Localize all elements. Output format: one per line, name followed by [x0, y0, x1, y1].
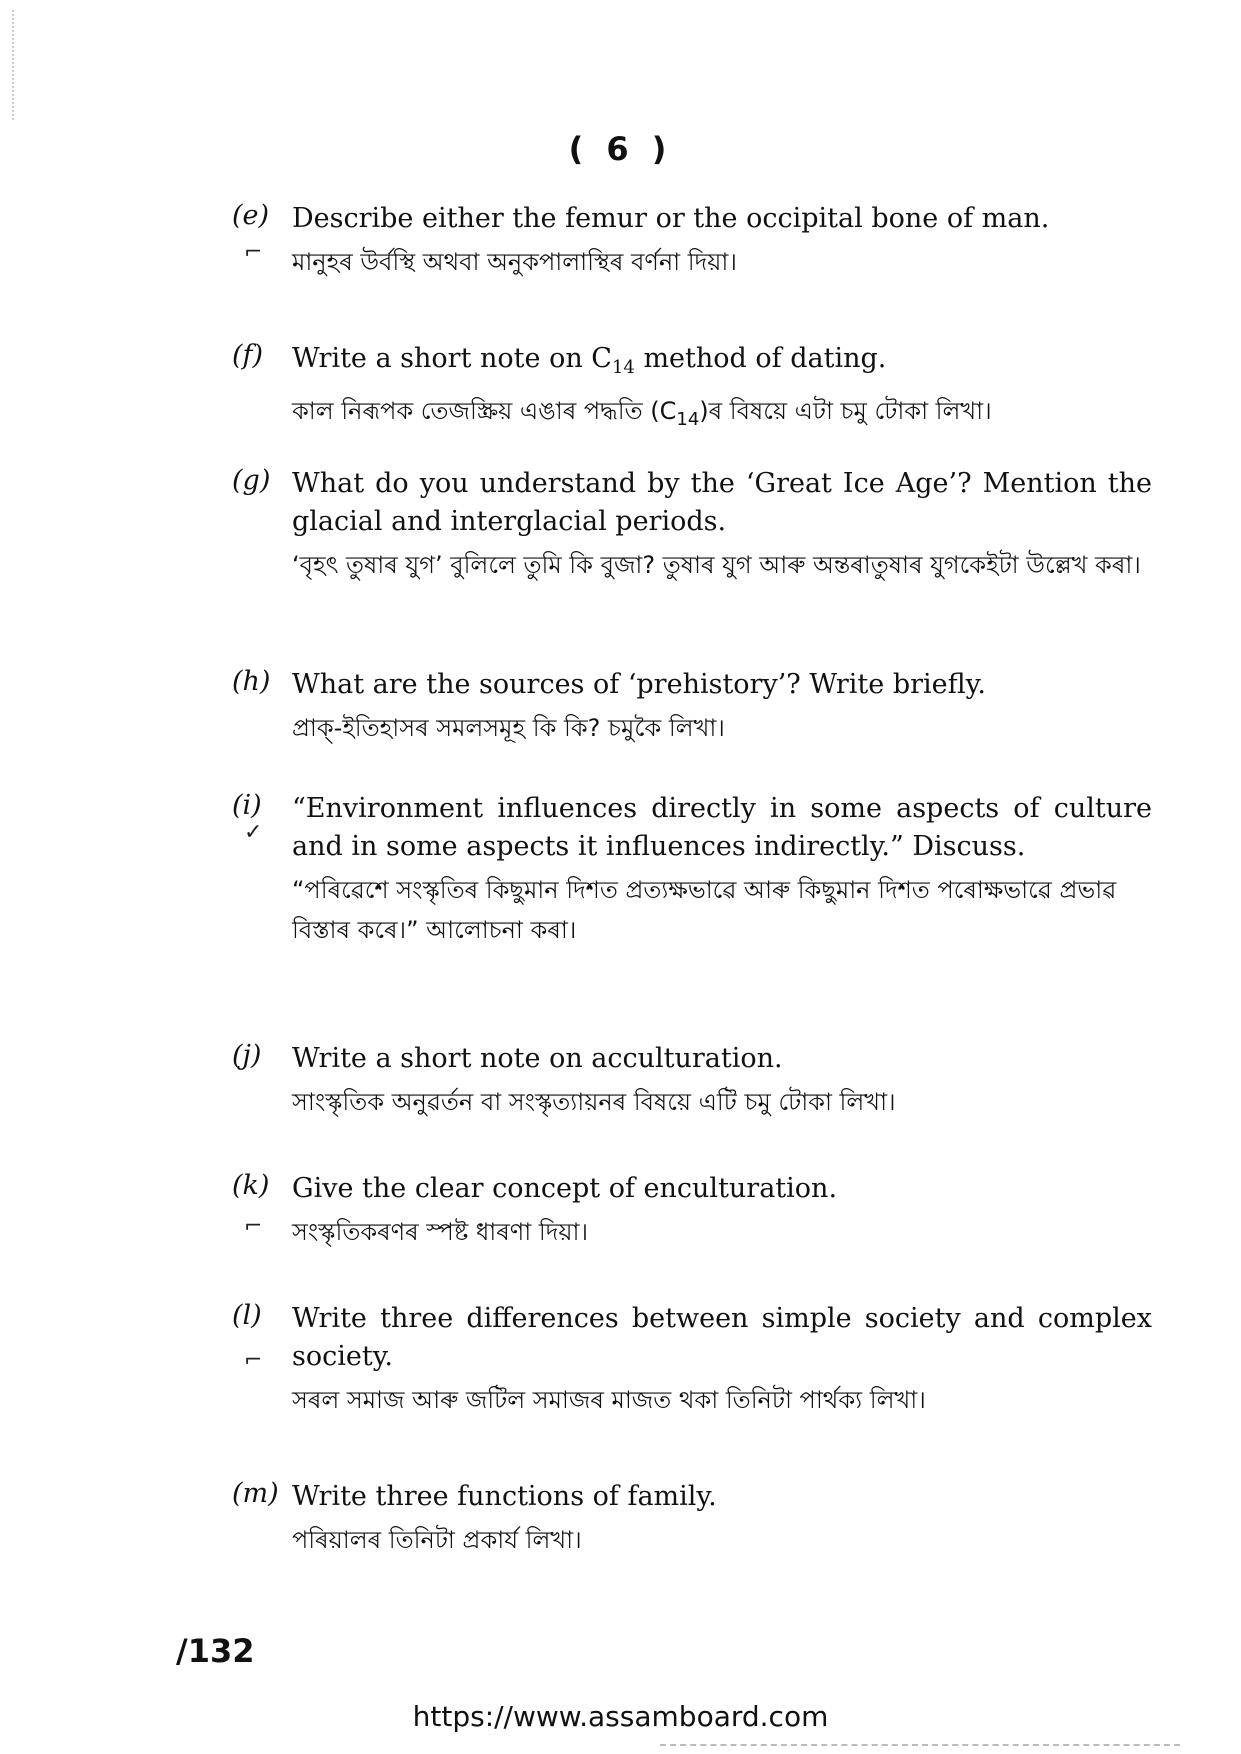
question-label: (i) [232, 790, 262, 821]
question-label: (h) [232, 666, 271, 697]
question-text-en: Give the clear concept of enculturation. [292, 1173, 838, 1204]
pen-tick-mark: ✓ [244, 820, 263, 845]
question-label: (e) [232, 200, 270, 231]
question-text-as: “পৰিৱেশে সংস্কৃতিৰ কিছুমান দিশত প্ৰত্যক্ষভাৱে আৰু কিছুমান দিশত পৰোক্ষভাৱে প্ৰভাৱ বিস্তাৰ কৰে।” আলোচনা কৰা। [292, 876, 1117, 944]
question-label: (k) [232, 1170, 270, 1201]
question-text-as: প্ৰাক্-ইতিহাসৰ সমলসমূহ কি কি? চমুকৈ লিখা। [292, 714, 725, 742]
question-text-as: পৰিয়ালৰ তিনিটা প্ৰকাৰ্য লিখা। [292, 1526, 582, 1554]
source-url[interactable]: https://www.assamboard.com [412, 1700, 829, 1733]
paper-code: /132 [176, 1632, 255, 1670]
question-g [232, 465, 1152, 585]
question-label: (j) [232, 1040, 262, 1071]
question-text-as: মানুহৰ উৰ্বস্থি অথবা অনুকপালাস্থিৰ বৰ্ণনা দিয়া। [292, 248, 737, 276]
question-text-en: Write three differences between simple society and complex society. [292, 1303, 1152, 1372]
question-text-en: Write three functions of family. [292, 1481, 717, 1512]
pen-tick-mark: ⌐ [244, 1348, 263, 1373]
question-label: (f) [232, 340, 264, 371]
question-f [232, 340, 1152, 440]
question-k [232, 1170, 1152, 1252]
question-text-en: Describe either the femur or the occipital bone of man. [292, 203, 1050, 234]
question-i [232, 790, 1152, 950]
question-text-en: Write a short note on acculturation. [292, 1043, 783, 1074]
question-text-as: ‘বৃহৎ তুষাৰ যুগ’ বুলিলে তুমি কি বুজা? তুষাৰ যুগ আৰু অন্তৰাতুষাৰ যুগকেইটা উল্লেখ কৰা। [292, 551, 1141, 579]
pen-tick-mark: ⌐ [244, 1214, 263, 1239]
question-j [232, 1040, 1152, 1122]
question-h [232, 666, 1152, 748]
question-text-as: সাংস্কৃতিক অনুৱৰ্তন বা সংস্কৃত্যায়নৰ বিষয়ে এটি চমু টোকা লিখা। [292, 1088, 896, 1116]
scan-artifact-line [660, 1744, 1180, 1746]
question-text-en: Write a short note on $C_{14}$ method of dating. [292, 343, 887, 378]
question-text-en: “Environment influences directly in some aspects of culture and in some aspects it influences indirectly.” Discuss. [292, 793, 1152, 862]
question-text-as: কাল নিৰূপক তেজস্ক্ৰিয় এঙাৰ পদ্ধতি $(C_{14})ৰ$ বিষয়ে এটা চমু টোকা লিখা। [292, 397, 992, 430]
question-label: (g) [232, 465, 271, 496]
question-text-as: সংস্কৃতিকৰণৰ স্পষ্ট ধাৰণা দিয়া। [292, 1218, 589, 1246]
question-l [232, 1300, 1152, 1420]
question-text-en: What are the sources of ‘prehistory’? Write briefly. [292, 669, 986, 700]
pen-tick-mark: ⌐ [244, 240, 263, 265]
scan-margin-marks [12, 10, 14, 120]
question-text-en: What do you understand by the ‘Great Ice Age’? Mention the glacial and interglacial periods. [292, 468, 1152, 537]
question-e [232, 200, 1152, 282]
question-m [232, 1478, 1152, 1560]
page-number: ( 6 ) [568, 130, 673, 168]
question-text-as: সৰল সমাজ আৰু জটিল সমাজৰ মাজত থকা তিনিটা পাৰ্থক্য লিখা। [292, 1386, 926, 1414]
question-label: (m) [232, 1478, 279, 1509]
question-label: (l) [232, 1300, 262, 1331]
